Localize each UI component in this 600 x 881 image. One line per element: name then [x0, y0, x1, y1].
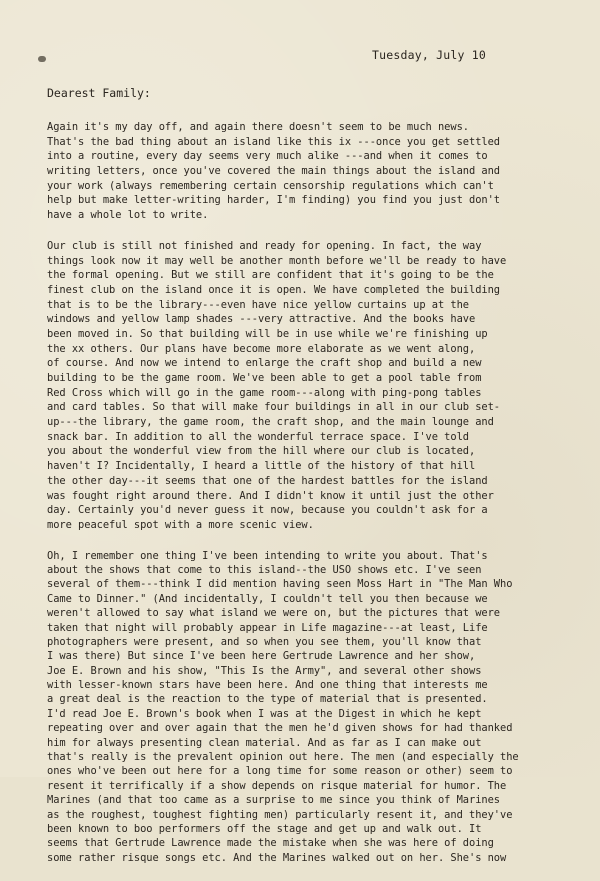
text-line: weren't allowed to say what island we were on, but the pictures that were	[47, 607, 501, 620]
text-line: been moved in. So that building will be in use while we're finishing up	[47, 327, 488, 340]
letter-date: Tuesday, July 10	[372, 48, 486, 62]
text-line: haven't I? Incidentally, I heard a little of the history of that hill	[47, 460, 476, 473]
paragraph-2	[47, 239, 592, 533]
text-line: you about the wonderful view from the hill where our club is located,	[47, 445, 476, 458]
text-line: up---the library, the game room, the craft shop, and the main lounge and	[47, 416, 494, 429]
text-line: Again it's my day off, and again there doesn't seem to be much news.	[47, 121, 469, 133]
text-line: him for always presenting clean material. And as far as I can make out	[47, 736, 482, 749]
text-line: was fought right around there. And I didn't know it until just the other	[47, 489, 494, 502]
paragraph-1	[47, 120, 592, 223]
punch-mark	[38, 56, 46, 62]
text-line: into a routine, every day seems very much alike ---and when it comes to	[47, 150, 488, 163]
text-line: day. Certainly you'd never guess it now, because you couldn't ask for a	[47, 504, 488, 517]
text-line: several of them---think I did mention having seen Moss Hart in "The Man Who	[47, 578, 513, 591]
paragraph-3	[47, 549, 592, 866]
text-line: Came to Dinner." (And incidentally, I couldn't tell you then because we	[47, 592, 488, 605]
text-line: Oh, I remember one thing I've been intending to write you about. That's	[47, 549, 488, 562]
letter-body	[47, 120, 592, 881]
text-line: resent it terrifically if a show depends on risque material for humor. The	[47, 779, 507, 792]
text-line: finest club on the island once it is open. We have completed the building	[47, 283, 501, 296]
text-line: more peaceful spot with a more scenic view.	[47, 518, 314, 531]
text-line: taken that night will probably appear in Life magazine---at least, Life	[47, 621, 488, 634]
text-line: that's really is the prevalent opinion out here. The men (and especially the	[47, 751, 519, 764]
text-line: the xx others. Our plans have become more elaborate as we went along,	[47, 342, 476, 355]
text-line: as the roughest, toughest fighting men) particularly resent it, and they've	[47, 808, 513, 821]
text-line: the other day---it seems that one of the hardest battles for the island	[47, 474, 488, 487]
text-line: Red Cross which will go in the game room---along with ping-pong tables	[47, 386, 482, 399]
text-line: a great deal is the reaction to the type of material that is presented.	[47, 693, 488, 706]
text-line: I was there) But since I've been here Gertrude Lawrence and her show,	[47, 650, 476, 663]
text-line: have a whole lot to write.	[47, 209, 209, 222]
text-line: I'd read Joe E. Brown's book when I was at the Digest in which he kept	[47, 707, 482, 720]
text-line: seems that Gertrude Lawrence made the mistake when she was here of doing	[47, 837, 494, 850]
text-line: your work (always remembering certain censorship regulations which can't	[47, 179, 494, 192]
text-line: the formal opening. But we still are confident that it's going to be the	[47, 269, 494, 282]
text-line: about the shows that come to this island--the USO shows etc. I've seen	[47, 563, 482, 576]
text-line: snack bar. In addition to all the wonderful terrace space. I've told	[47, 430, 469, 443]
salutation: Dearest Family:	[47, 86, 151, 100]
text-line: that is to be the library---even have nice yellow curtains up at the	[47, 298, 469, 311]
text-line: photographers were present, and so when you see them, you'll know that	[47, 635, 482, 648]
text-line: help but make letter-writing harder, I'm finding) you find you just don't	[47, 194, 501, 207]
text-line: building to be the game room. We've been able to get a pool table from	[47, 372, 482, 384]
text-line: writing letters, once you've covered the main things about the island and	[47, 165, 501, 178]
text-line: of course. And now we intend to enlarge the craft shop and build a new	[47, 357, 482, 370]
text-line: Our club is still not finished and ready for opening. In fact, the way	[47, 239, 482, 252]
text-line: with lesser-known stars have been here. And one thing that interests me	[47, 679, 488, 692]
text-line: things look now it may well be another month before we'll be ready to have	[47, 254, 507, 267]
text-line: ones who've been out here for a long time for some reason or other) seem to	[47, 765, 513, 778]
text-line: Marines (and that too came as a surprise to me since you think of Marines	[47, 794, 501, 807]
text-line: and card tables. So that will make four buildings in all in our club set-	[47, 401, 501, 414]
text-line: repeating over and over again that the men he'd given shows for had thanked	[47, 722, 513, 735]
text-line: That's the bad thing about an island like this ix ---once you get settled	[47, 135, 501, 148]
text-line: some rather risque songs etc. And the Marines walked out on her. She's now	[47, 851, 507, 864]
text-line: Joe E. Brown and his show, "This Is the Army", and several other shows	[47, 664, 482, 677]
text-line: been known to boo performers off the stage and get up and walk out. It	[47, 822, 482, 835]
text-line: windows and yellow lamp shades ---very attractive. And the books have	[47, 313, 476, 326]
